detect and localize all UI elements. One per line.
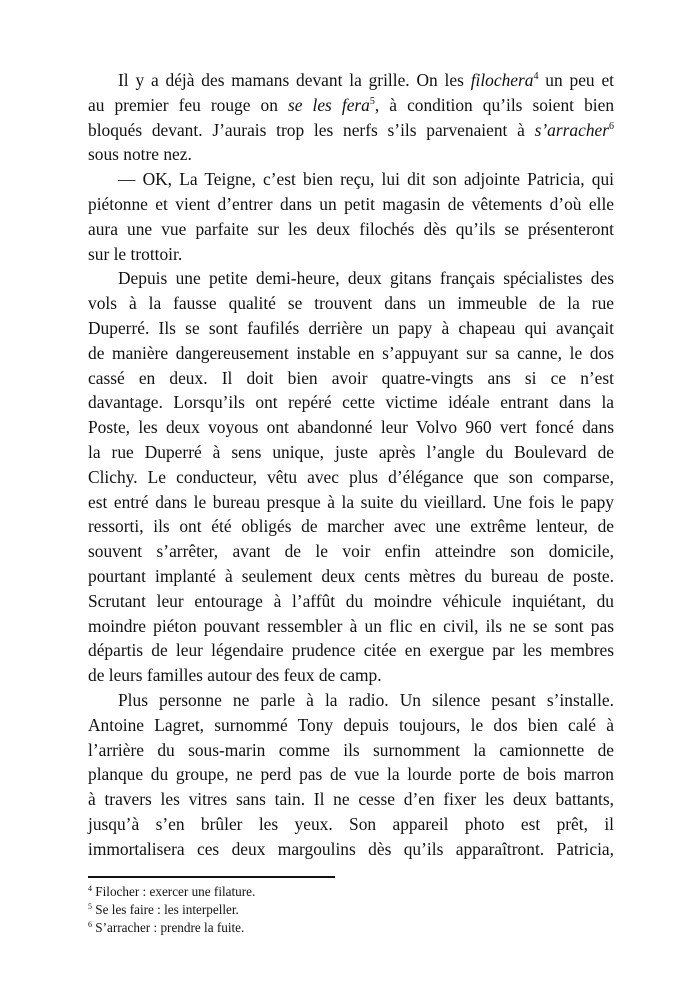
text-line	[88, 638, 614, 663]
footnote-ref: 5	[369, 95, 375, 107]
text-line	[88, 688, 614, 713]
text-line	[88, 837, 614, 862]
text-run: départis de leur légendaire prudence citée en exergue par les membres	[88, 640, 614, 661]
text-line	[88, 217, 614, 242]
text-run: immortalisera ces deux margoulins dès qu’ils apparaîtront. Patricia,	[88, 838, 614, 859]
body-text	[88, 68, 614, 862]
text-run: planque du groupe, ne perd pas de vue la lourde porte de bois marron	[88, 764, 614, 785]
text-line	[88, 291, 614, 316]
text-run: pourtant implanté à seulement deux cents mètres du bureau de poste.	[88, 565, 614, 586]
footnotes	[88, 883, 255, 937]
paragraph	[88, 688, 614, 862]
text-run: à travers les vitres sans tain. Il ne cesse d’en fixer les deux battants,	[88, 789, 614, 810]
paragraph	[88, 266, 614, 688]
italic-text: filochera	[470, 70, 534, 90]
text-line	[88, 266, 614, 291]
text-line	[88, 589, 614, 614]
paragraph	[88, 167, 614, 266]
footnote	[88, 901, 255, 919]
text-line	[88, 167, 614, 192]
footnote-number: 5	[88, 902, 92, 911]
paragraph	[88, 68, 614, 167]
italic-text: s’arracher	[534, 119, 609, 140]
text-line	[88, 390, 614, 415]
footnote-number: 6	[88, 920, 92, 929]
text-run: ressorti, ils ont été obligés de marcher avec une extrême lenteur, de	[88, 516, 614, 537]
text-run: sous notre nez.	[88, 144, 192, 165]
text-run: la rue Duperré à sens unique, juste après l’angle du Boulevard de	[88, 441, 614, 462]
footnote-ref: 4	[533, 71, 539, 82]
text-run: bloqués devant. J’aurais trop les nerfs s’ils parvenaient à	[88, 119, 535, 140]
footnote-ref: 6	[609, 120, 614, 132]
text-line	[88, 539, 614, 564]
text-line	[88, 341, 614, 366]
text-run: sur le trottoir.	[88, 243, 183, 264]
footnote-text: S’arracher : prendre la fuite.	[95, 920, 245, 935]
text-line	[88, 713, 614, 738]
text-line	[88, 564, 614, 589]
text-line	[88, 366, 614, 391]
text-line	[88, 787, 614, 812]
text-run: moindre piéton pouvant ressembler à un flic en civil, ils ne se sont pas	[88, 615, 614, 636]
text-line	[88, 242, 614, 267]
text-run: l’arrière du sous-marin comme ils surnomment la camionnette de	[88, 739, 614, 760]
text-run: cassé en deux. Il doit bien avoir quatre-vingts ans si ce n’est	[88, 367, 614, 388]
footnote-number: 4	[88, 884, 92, 893]
text-run: Antoine Lagret, surnommé Tony depuis toujours, le dos bien calé à	[88, 714, 614, 735]
text-line	[88, 415, 614, 440]
text-run: aura une vue parfaite sur les deux filochés dès qu’ils se présenteront	[88, 218, 614, 239]
text-run: un peu et	[538, 70, 614, 90]
text-run: Poste, les deux voyous ont abandonné leur Volvo 960 vert foncé dans	[88, 417, 614, 438]
text-line	[88, 465, 614, 490]
text-run: Duperré. Ils se sont faufilés derrière un papy à chapeau qui avançait	[88, 317, 614, 338]
text-line	[88, 812, 614, 837]
text-line	[88, 614, 614, 639]
text-run: vols à la fausse qualité se trouvent dans un immeuble de la rue	[88, 293, 614, 314]
italic-text: se les fera	[287, 94, 370, 115]
text-run: de leurs familles autour des feux de camp.	[88, 665, 382, 686]
text-line	[88, 93, 614, 118]
text-line	[88, 663, 614, 688]
text-line	[88, 440, 614, 465]
footnote-separator	[88, 876, 335, 878]
text-run: piétonne et vient d’entrer dans un petit magasin de vêtements d’où elle	[88, 193, 614, 214]
text-run: Il y a déjà des mamans devant la grille. On les	[118, 70, 471, 90]
text-line	[88, 192, 614, 217]
text-run: — OK, La Teigne, c’est bien reçu, lui dit son adjointe Patricia, qui	[118, 169, 614, 190]
text-run: davantage. Lorsqu’ils ont repéré cette victime idéale entrant dans la	[88, 392, 614, 413]
text-line	[88, 514, 614, 539]
text-run: Plus personne ne parle à la radio. Un silence pesant s’installe.	[118, 689, 614, 710]
footnote-text: Se les faire : les interpeller.	[95, 902, 239, 917]
text-line	[88, 762, 614, 787]
text-run: souvent s’arrêter, avant de le voir enfin atteindre son domicile,	[88, 541, 614, 562]
text-line	[88, 316, 614, 341]
text-line	[88, 738, 614, 763]
text-run: Clichy. Le conducteur, vêtu avec plus d’élégance que son comparse,	[88, 466, 614, 487]
text-line	[88, 490, 614, 515]
text-line	[88, 68, 614, 93]
footnote-text: Filocher : exercer une filature.	[95, 884, 256, 899]
text-run: de manière dangereusement instable en s’appuyant sur sa canne, le dos	[88, 342, 614, 363]
footnote	[88, 883, 255, 901]
text-run: Depuis une petite demi-heure, deux gitans français spécialistes des	[118, 268, 614, 289]
text-run: au premier feu rouge on	[88, 94, 288, 115]
text-run: , à condition qu’ils soient bien	[374, 94, 615, 115]
footnote	[88, 919, 255, 937]
text-line	[88, 118, 614, 143]
text-line	[88, 142, 614, 167]
text-run: jusqu’à s’en brûler les yeux. Son appareil photo est prêt, il	[88, 813, 614, 834]
text-run: est entré dans le bureau presque à la suite du vieillard. Une fois le papy	[88, 491, 614, 512]
text-run: Scrutant leur entourage à l’affût du moindre véhicule inquiétant, du	[88, 590, 614, 611]
